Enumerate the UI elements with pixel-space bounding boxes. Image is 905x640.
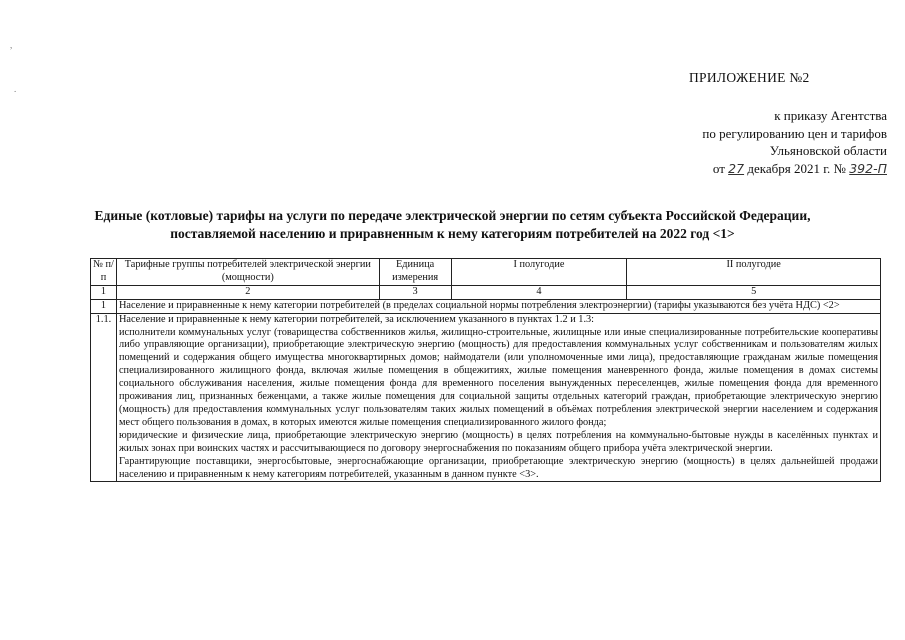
title-line-2: поставляемой населению и приравненным к нему категориям потребителей на 2022 год <1>	[170, 226, 735, 241]
order-line-2: по регулированию цен и тарифов	[702, 125, 887, 141]
order-day: 27	[728, 160, 745, 176]
header-second-half: II полугодие	[627, 259, 881, 286]
row-description: Население и приравненные к нему категории потребителей (в пределах социальной нормы потребления электроэнергии) (тарифы указываются без учёта НДС) <2>	[116, 299, 880, 313]
table-row	[91, 313, 881, 482]
document-title	[0, 207, 905, 243]
header-first-half: I полугодие	[451, 259, 627, 286]
row-number: 1.1.	[91, 313, 117, 482]
row-number: 1	[91, 299, 117, 313]
table-header-row	[91, 259, 881, 286]
col-number: 4	[451, 285, 627, 299]
scan-speck: ,	[10, 40, 13, 50]
order-date-line	[702, 160, 887, 178]
order-line-1: к приказу Агентства	[774, 108, 887, 123]
title-line-1: Единые (котловые) тарифы на услуги по передаче электрической энергии по сетям субъекта Российской Федерации,	[94, 208, 811, 223]
scan-speck: .	[14, 84, 17, 94]
row-paragraph: Гарантирующие поставщики, энергосбытовые, энергоснабжающие организации, приобретающие электрическую энергию (мощность) в целях дальнейшей продажи населению и приравненным к нему категориям потребителей, указанным в данном пункте <3>.	[118, 455, 878, 480]
row-paragraph: исполнители коммунальных услуг (товарищества собственников жилья, жилищно-строительные, жилищные или иные специализированные потребительские кооперативы либо управляющие организации), приобретающие электрическую энергию (мощность) для предоставления коммунальных услуг собственникам и пользователям жилых помещений и содержания общего имущества многоквартирных домов; наймодатели (или уполномоченные ими лица), предоставляющие гражданам жилые помещения специализированного жилищного фонда, включая жилые помещения в общежитиях, жилые помещения маневренного фонда, жилые помещения в домах системы социального обслуживания населения, жилые помещения фонда для временного поселения вынужденных переселенцев, жилые помещения фонда для временного проживания лиц, признанных беженцами, а также жилые помещения для социальной защиты отдельных категорий граждан, приобретающие электрическую энергию (мощность) для предоставления коммунальных услуг пользователям таких жилых помещений в объёмах потребления электрической энергии населением и содержания мест общего пользования в домах, в которых имеются жилые помещения специализированного жилого фонда;	[118, 326, 878, 428]
header-unit: Единица измерения	[379, 259, 451, 286]
col-number: 2	[116, 285, 379, 299]
order-number: 392-П	[849, 160, 887, 176]
row-description	[116, 313, 880, 482]
header-group: Тарифные группы потребителей электрической энергии (мощности)	[116, 259, 379, 286]
order-date-prefix: от	[712, 160, 725, 176]
header-num: № п/п	[91, 259, 117, 286]
order-reference	[702, 107, 887, 177]
col-number: 3	[379, 285, 451, 299]
tariff-table	[90, 258, 881, 482]
row-paragraph: юридические и физические лица, приобретающие электрическую энергию (мощность) в целях потребления на коммунально-бытовые нужды в каселённых пунктах и жилых зонах при воинских частях и рассчитывающиеся по договору энергоснабжения по показаниям общего прибора учёта электрической энергии.	[118, 429, 878, 454]
table-row	[91, 299, 881, 313]
col-number: 1	[91, 285, 117, 299]
col-number: 5	[627, 285, 881, 299]
column-numbers-row	[91, 285, 881, 299]
order-date-rest: декабря 2021 г. №	[747, 160, 846, 176]
appendix-title: ПРИЛОЖЕНИЕ №2	[689, 70, 810, 85]
order-line-3: Ульяновской области	[769, 143, 887, 158]
row-paragraph: Население и приравненные к нему категории потребителей, за исключением указанного в пунктах 1.2 и 1.3:	[118, 313, 595, 325]
